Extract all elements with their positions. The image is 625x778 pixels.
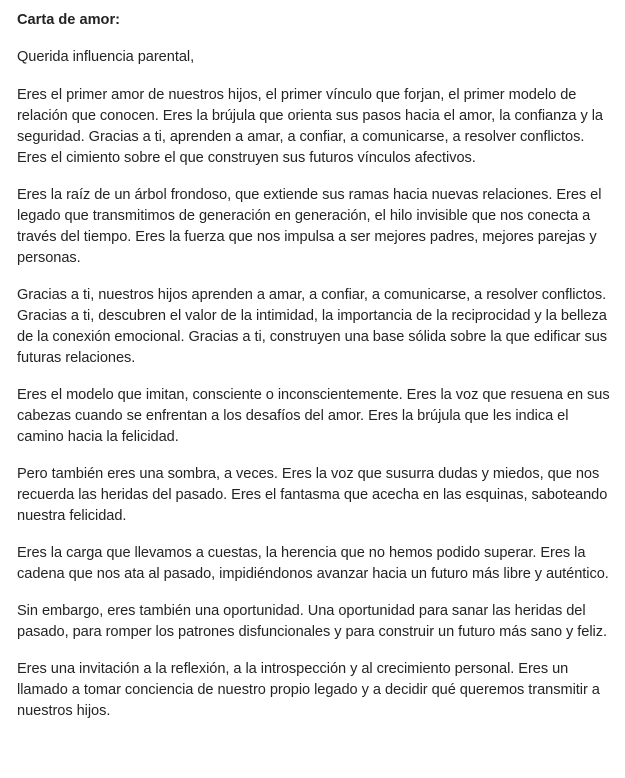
paragraph-4: Eres el modelo que imitan, consciente o inconscientemente. Eres la voz que resuena en sus cabezas cuando se enfrentan a los desafíos del amor. Eres la brújula que les indica el camino hacia la felicidad. [17,387,610,445]
letter-greeting: Querida influencia parental, [17,49,195,65]
paragraph-1: Eres el primer amor de nuestros hijos, el primer vínculo que forjan, el primer modelo de relación que conocen. Eres la brújula que orienta sus pasos hacia el amor, la confianza y la seguridad. Gracias a ti, aprenden a amar, a confiar, a comunicarse, a resolver conflictos. Eres el cimiento sobre el que construyen sus futuros vínculos afectivos. [17,87,603,166]
paragraph-3: Gracias a ti, nuestros hijos aprenden a amar, a confiar, a comunicarse, a resolver conflictos. Gracias a ti, descubren el valor de la intimidad, la importancia de la reciprocidad y la belleza de la conexión emocional. Gracias a ti, construyen una base sólida sobre la que edificar sus futuras relaciones. [17,287,608,366]
letter-title: Carta de amor: [17,12,120,28]
paragraph-7: Sin embargo, eres también una oportunidad. Una oportunidad para sanar las heridas del pasado, para romper los patrones disfuncionales y para construir un futuro más sano y feliz. [17,603,608,640]
paragraph-6: Eres la carga que llevamos a cuestas, la herencia que no hemos podido superar. Eres la cadena que nos ata al pasado, impidiéndonos avanzar hacia un futuro más libre y auténtico. [17,545,609,582]
paragraph-2: Eres la raíz de un árbol frondoso, que extiende sus ramas hacia nuevas relaciones. Eres el legado que transmitimos de generación en generación, el hilo invisible que nos conecta a través del tiempo. Eres la fuerza que nos impulsa a ser mejores padres, mejores parejas y personas. [17,187,602,266]
paragraph-5: Pero también eres una sombra, a veces. Eres la voz que susurra dudas y miedos, que nos recuerda las heridas del pasado. Eres el fantasma que acecha en las esquinas, saboteando nuestra felicidad. [17,466,608,524]
paragraph-8: Eres una invitación a la reflexión, a la introspección y al crecimiento personal. Eres un llamado a tomar conciencia de nuestro propio legado y a decidir qué queremos transmitir a nuestros hijos. [17,661,600,719]
